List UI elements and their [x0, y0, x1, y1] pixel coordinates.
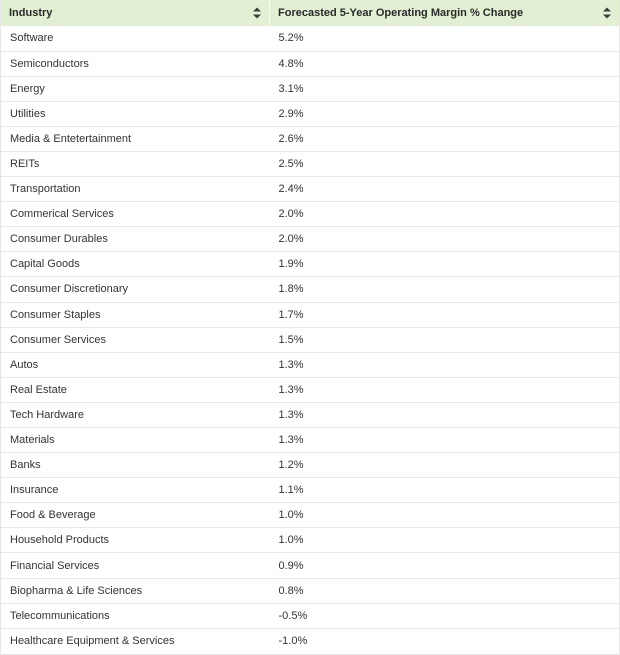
- margin-table: [1, 0, 619, 653]
- column-header-industry[interactable]: [1, 0, 270, 26]
- margin-change-cell: 1.5%: [278, 333, 304, 346]
- margin-change-cell: 2.0%: [278, 233, 304, 246]
- margin-change-cell: 1.3%: [278, 383, 304, 396]
- industry-cell: Autos: [10, 358, 39, 371]
- margin-change-cell: 4.8%: [278, 57, 304, 70]
- table-row: [1, 603, 619, 628]
- table-body: [1, 26, 619, 653]
- table-row: [1, 428, 619, 453]
- margin-change-cell: 1.1%: [278, 484, 304, 497]
- table-row: [1, 578, 619, 603]
- industry-cell: Media & Entetertainment: [10, 132, 132, 145]
- industry-cell: Energy: [10, 82, 45, 95]
- industry-cell: Real Estate: [10, 383, 67, 396]
- industry-cell: Utilities: [10, 107, 46, 120]
- table-row: [1, 302, 619, 327]
- column-header-label: Industry: [9, 7, 53, 19]
- sort-icon[interactable]: [603, 8, 611, 19]
- industry-cell: Commerical Services: [10, 208, 114, 221]
- table-row: [1, 553, 619, 578]
- table-row: [1, 252, 619, 277]
- industry-cell: Software: [10, 32, 54, 45]
- table-row: [1, 352, 619, 377]
- table-row: [1, 126, 619, 151]
- table-row: [1, 478, 619, 503]
- industry-cell: Banks: [10, 459, 41, 472]
- industry-cell: Transportation: [10, 183, 81, 196]
- industry-cell: Biopharma & Life Sciences: [10, 584, 143, 597]
- industry-cell: Financial Services: [10, 559, 100, 572]
- margin-change-cell: 2.0%: [278, 208, 304, 221]
- industry-cell: Consumer Durables: [10, 233, 108, 246]
- table-row: [1, 628, 619, 653]
- margin-change-cell: 2.4%: [278, 183, 304, 196]
- table-row: [1, 101, 619, 126]
- industry-cell: Telecommunications: [10, 609, 110, 622]
- industry-cell: Household Products: [10, 534, 110, 547]
- industry-cell: Healthcare Equipment & Services: [10, 635, 175, 648]
- industry-cell: Consumer Staples: [10, 308, 101, 321]
- industry-cell: REITs: [10, 158, 40, 171]
- margin-change-cell: 1.3%: [278, 434, 304, 447]
- column-header-margin-change[interactable]: [270, 0, 620, 26]
- margin-change-cell: 2.9%: [278, 107, 304, 120]
- margin-change-cell: -1.0%: [278, 635, 308, 648]
- sort-icon[interactable]: [253, 8, 261, 19]
- table-row: [1, 151, 619, 176]
- margin-change-cell: 1.3%: [278, 408, 304, 421]
- margin-change-cell: 2.5%: [278, 158, 304, 171]
- margin-change-cell: 1.0%: [278, 509, 304, 522]
- margin-change-cell: 1.7%: [278, 308, 304, 321]
- table-row: [1, 76, 619, 101]
- table-row: [1, 277, 619, 302]
- table-row: [1, 377, 619, 402]
- industry-cell: Tech Hardware: [10, 408, 84, 421]
- table-row: [1, 402, 619, 427]
- table-row: [1, 227, 619, 252]
- margin-change-cell: 1.0%: [278, 534, 304, 547]
- margin-change-cell: 5.2%: [278, 32, 304, 45]
- industry-cell: Semiconductors: [10, 57, 89, 70]
- industry-cell: Consumer Services: [10, 333, 106, 346]
- industry-cell: Insurance: [10, 484, 59, 497]
- margin-change-cell: 0.8%: [278, 584, 304, 597]
- margin-change-cell: 1.3%: [278, 358, 304, 371]
- margin-change-cell: 1.2%: [278, 459, 304, 472]
- header-row: [1, 0, 619, 26]
- margin-change-cell: 1.9%: [278, 258, 304, 271]
- table-header: [1, 0, 619, 26]
- table-row: [1, 528, 619, 553]
- margin-change-cell: 1.8%: [278, 283, 304, 296]
- margin-change-cell: 0.9%: [278, 559, 304, 572]
- table-row: [1, 503, 619, 528]
- table-row: [1, 26, 619, 51]
- table-row: [1, 177, 619, 202]
- industry-cell: Consumer Discretionary: [10, 283, 128, 296]
- industry-cell: Materials: [10, 434, 55, 447]
- margin-change-cell: 3.1%: [278, 82, 304, 95]
- margin-change-cell: 2.6%: [278, 132, 304, 145]
- table-row: [1, 453, 619, 478]
- table-row: [1, 327, 619, 352]
- table-row: [1, 202, 619, 227]
- column-header-label: Forecasted 5-Year Operating Margin % Change: [278, 7, 524, 19]
- margin-change-cell: -0.5%: [278, 609, 308, 622]
- industry-cell: Capital Goods: [10, 258, 80, 271]
- industry-cell: Food & Beverage: [10, 509, 96, 522]
- table-row: [1, 51, 619, 76]
